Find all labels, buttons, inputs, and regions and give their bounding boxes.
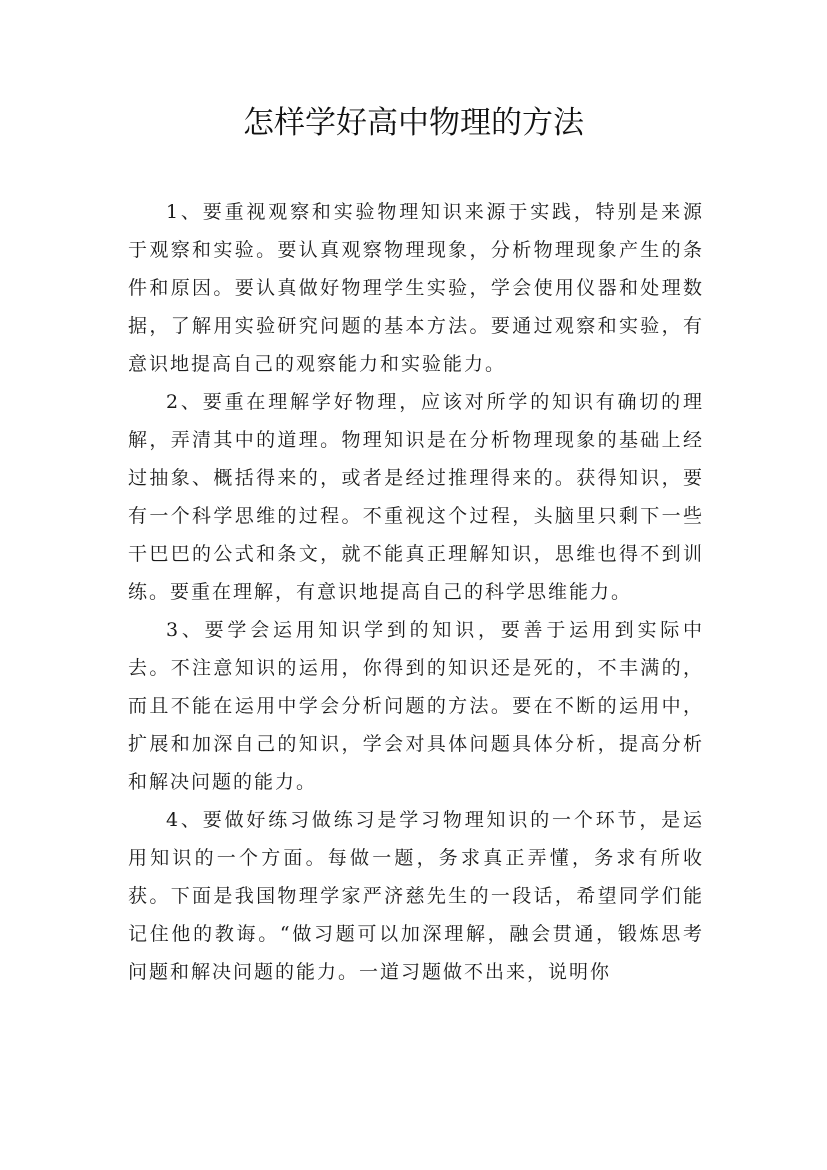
document-title: 怎样学好高中物理的方法 <box>243 105 584 141</box>
paragraph-3: 3、要学会运用知识学到的知识，要善于运用到实际中去。不注意知识的运用，你得到的知识还是死的，不丰满的，而且不能在运用中学会分析问题的方法。要在不断的运用中，扩展和加深自己的知识，学会对具体问题具体分析，提高分析和解决问题的能力。 <box>128 619 704 793</box>
paragraph-4: 4、要做好练习做练习是学习物理知识的一个环节，是运用知识的一个方面。每做一题，务求真正弄懂，务求有所收获。下面是我国物理学家严济慈先生的一段话，希望同学们能记住他的教诲。“做习题可以加深理解，融会贯通，锻炼思考问题和解决问题的能力。一道习题做不出来，说明你 <box>128 809 704 983</box>
document-body <box>128 193 704 991</box>
paragraph-2: 2、要重在理解学好物理，应该对所学的知识有确切的理解，弄清其中的道理。物理知识是在分析物理现象的基础上经过抽象、概括得来的，或者是经过推理得来的。获得知识，要有一个科学思维的过程。不重视这个过程，头脑里只剩下一些干巴巴的公式和条文，就不能真正理解知识，思维也得不到训练。要重在理解，有意识地提高自己的科学思维能力。 <box>128 391 704 603</box>
paragraph-1: 1、要重视观察和实验物理知识来源于实践，特别是来源于观察和实验。要认真观察物理现象，分析物理现象产生的条件和原因。要认真做好物理学生实验，学会使用仪器和处理数据，了解用实验研究问题的基本方法。要通过观察和实验，有意识地提高自己的观察能力和实验能力。 <box>128 201 704 375</box>
